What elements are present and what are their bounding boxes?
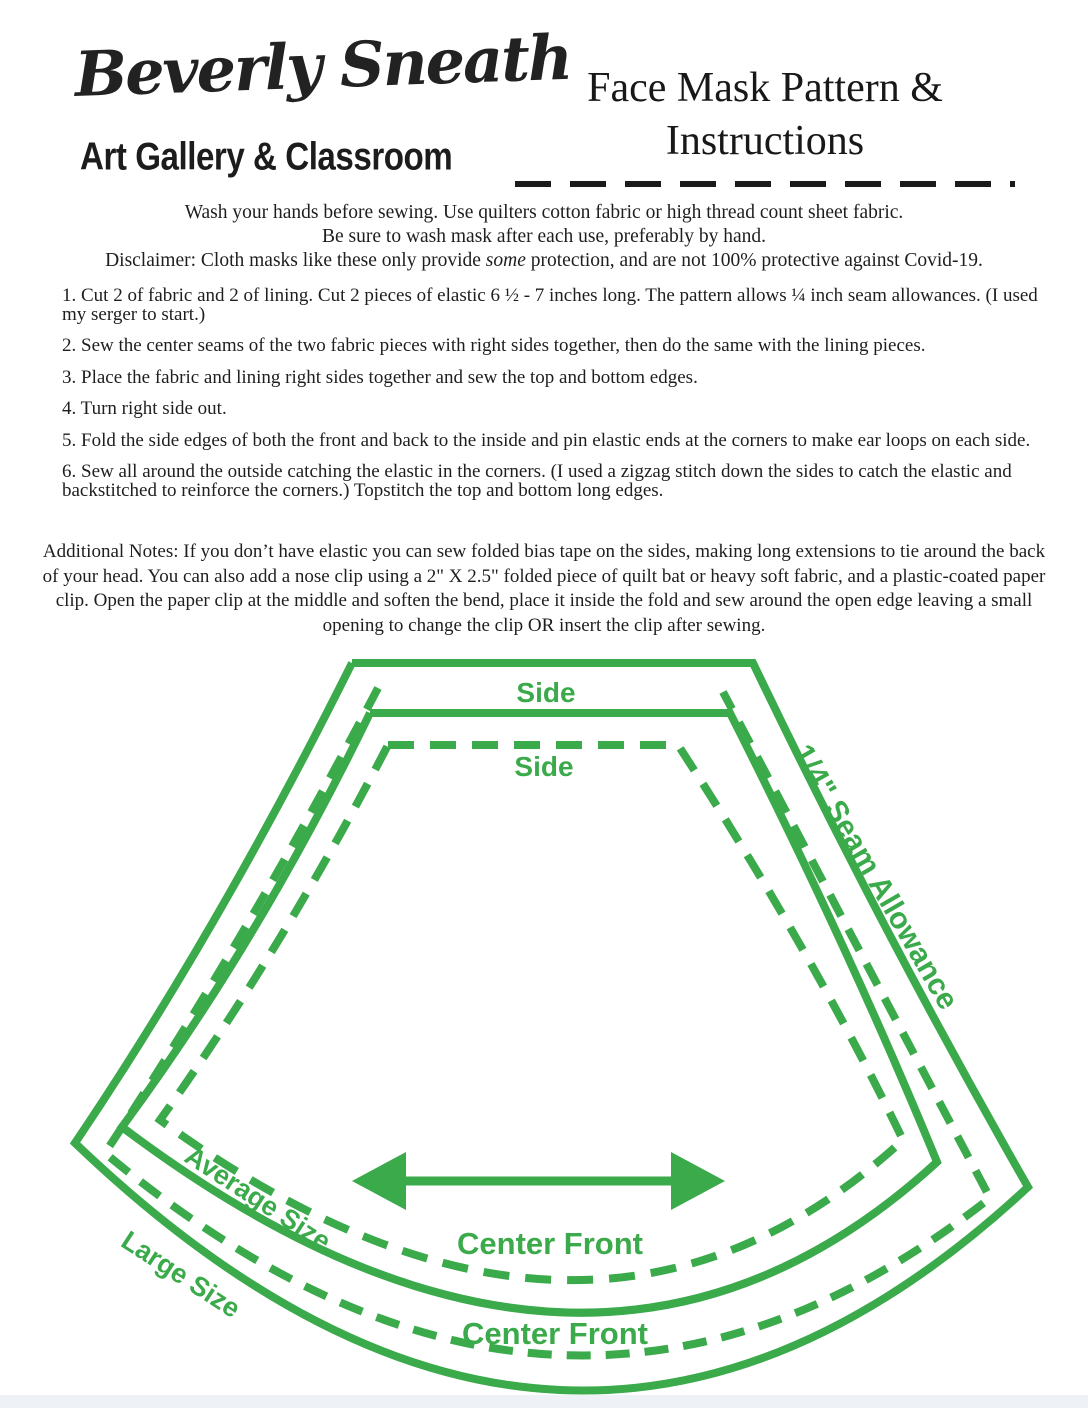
instruction-step-1: 1. Cut 2 of fabric and 2 of lining. Cut 2 pieces of elastic 6 ½ - 7 inches long. The pattern allows ¼ inch seam allowances. (I used my serger to start.) (62, 285, 1038, 325)
additional-notes: Additional Notes: If you don’t have elastic you can sew folded bias tape on the sides, making long extensions to tie around the back of your head. You can also add a nose clip using a 2" X 2.5" folded piece of quilt bat or heavy soft fabric, and a plastic-coated paper clip. Open the paper clip at the middle and soften the bend, place it inside the fold and sew around the open edge leaving a small opening to change the clip OR insert the clip after sewing. (42, 541, 1046, 636)
disclaimer-suffix: protection, and are not 100% protective against Covid-19. (525, 250, 983, 271)
label-center-front-average: Center Front (457, 1226, 643, 1261)
instruction-step-6: 6. Sew all around the outside catching the elastic in the corners. (I used a zigzag stitch down the sides to catch the elastic and backstitched to reinforce the corners.) Topstitch the top and bottom long edges. (62, 461, 1012, 501)
intro-paragraph (40, 201, 1048, 273)
width-arrow-right-head (671, 1152, 725, 1210)
page-title-line1: Face Mask Pattern & (587, 65, 943, 111)
intro-line1: Wash your hands before sewing. Use quilters cotton fabric or high thread count sheet fabric. (184, 202, 904, 223)
instruction-step-2: 2. Sew the center seams of the two fabric pieces with right sides together, then do the same with the lining pieces. (62, 335, 926, 356)
disclaimer-line (40, 249, 1048, 273)
page-title (515, 62, 1015, 168)
instruction-step-4: 4. Turn right side out. (62, 398, 227, 419)
page-title-line2: Instructions (665, 117, 865, 164)
width-arrow-left-head (352, 1152, 406, 1210)
disclaimer-italic-word: some (485, 250, 526, 271)
label-center-front-large: Center Front (462, 1316, 648, 1351)
label-side-inner: Side (514, 751, 574, 782)
logo-subtitle: Art Gallery & Classroom (80, 134, 453, 179)
logo-script-name: Beverly Sneath (73, 20, 573, 112)
label-seam-allowance: 1/4" Seam Allowance (785, 739, 965, 1016)
mask-pattern-diagram (58, 648, 1033, 1403)
label-side-outer: Side (516, 677, 576, 708)
instruction-step-5: 5. Fold the side edges of both the front and back to the inside and pin elastic ends at the corners to make ear loops on each side. (62, 429, 1031, 451)
intro-line2: Be sure to wash mask after each use, preferably by hand. (322, 226, 766, 247)
label-large-size: Large Size (116, 1225, 246, 1324)
instruction-steps (62, 287, 1040, 513)
scan-edge-artifact (0, 1395, 1088, 1408)
instruction-step-3: 3. Place the fabric and lining right sides together and sew the top and bottom edges. (62, 366, 698, 388)
disclaimer-prefix: Disclaimer: Cloth masks like these only provide (105, 250, 486, 271)
label-average-size: Average Size (179, 1140, 337, 1257)
title-underline-dashes (515, 181, 1015, 187)
